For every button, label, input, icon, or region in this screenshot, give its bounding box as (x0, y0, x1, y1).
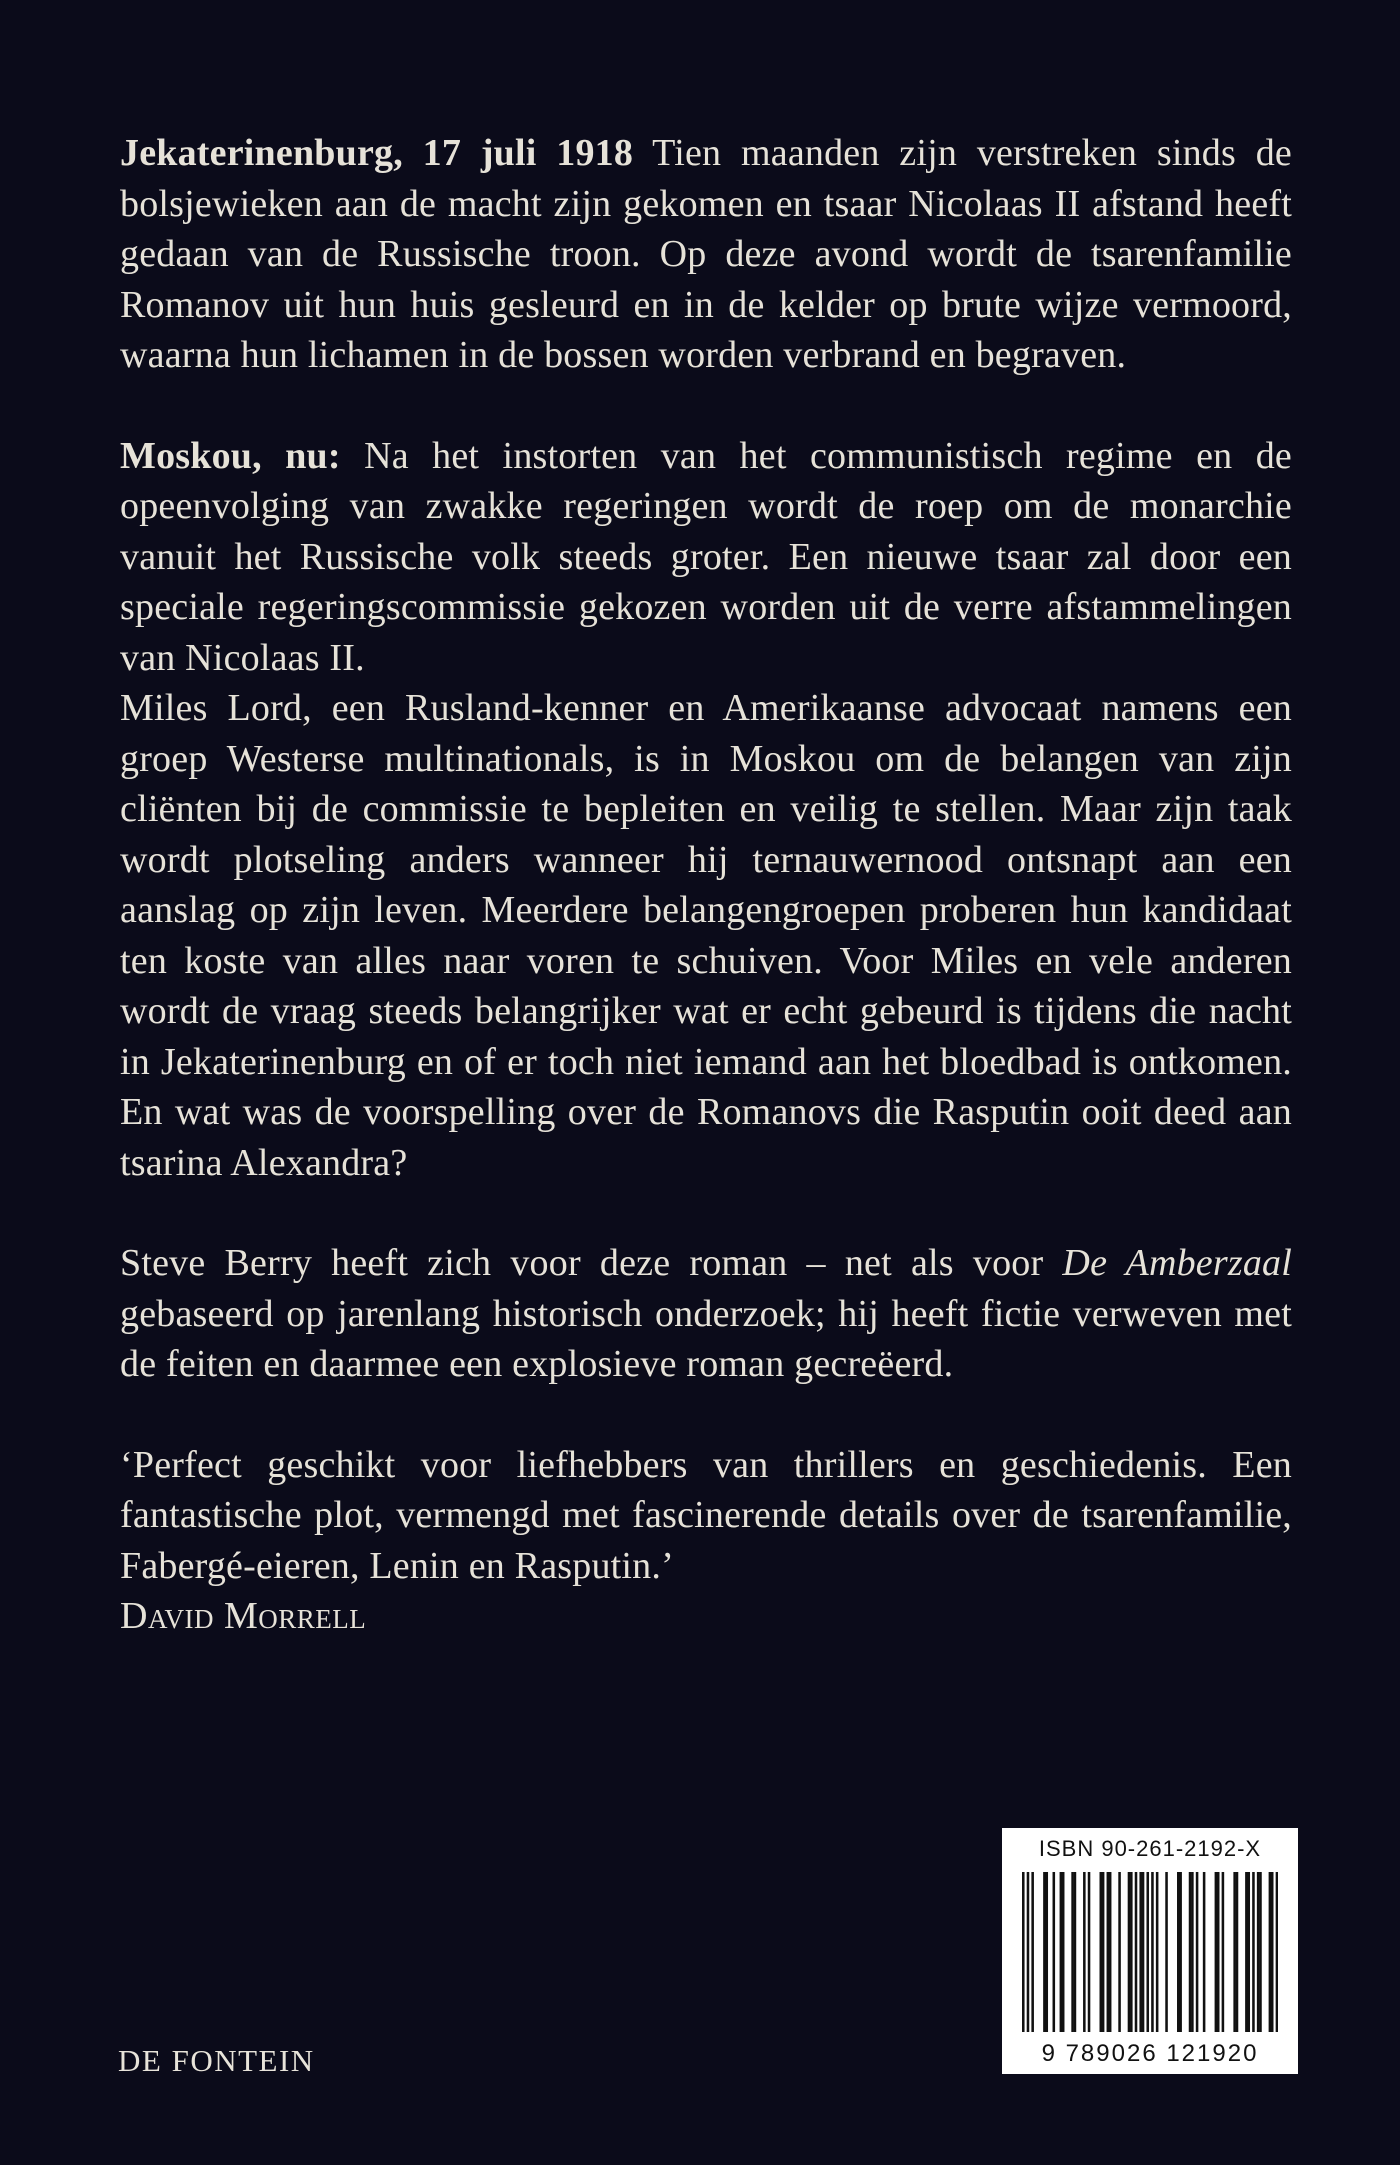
barcode-bar (1100, 1872, 1103, 2032)
paragraph-miles-lord: Miles Lord, een Rusland-kenner en Amerikaanse advocaat namens een groep Westerse multinationals, is in Moskou om de belangen van zijn cliënten bij de commissie te bepleiten en veilig te stellen. Maar zijn taak wordt plotseling anders wanneer hij ternauwernood ontsnapt aan een aanslag op zijn leven. Meerdere belangengroepen proberen hun kandidaat ten koste van alles naar voren te schuiven. Voor Miles en vele anderen wordt de vraag steeds belangrijker wat er echt gebeurd is tijdens die nacht in Jekaterinenburg en of er toch niet iemand aan het bloedbad is ontkomen. En wat was de voorspelling over de Romanovs die Rasputin ooit deed aan tsarina Alexandra? (120, 687, 1292, 1184)
roman-numeral: II (1054, 182, 1081, 225)
barcode-bar (1118, 1872, 1121, 2032)
barcode-bar (1071, 1872, 1074, 2032)
barcode-bar (1189, 1872, 1192, 2032)
book-title: De Amberzaal (1062, 1242, 1292, 1284)
barcode-bar (1215, 1872, 1218, 2032)
barcode-bar (1259, 1872, 1262, 2032)
barcode-bar (1142, 1872, 1145, 2032)
barcode-bar (1191, 1872, 1194, 2032)
paragraph-jekaterinenburg (120, 128, 1292, 381)
blurb-text (120, 128, 1292, 1642)
barcode-bar (1022, 1872, 1025, 2032)
barcode-bar (1139, 1872, 1142, 2032)
paragraph-lead: Jekaterinenburg, 17 juli 1918 (120, 132, 634, 174)
paragraph-text: afstand heeft gedaan van de Russische troon. Op deze avond wordt de tsarenfamilie Romanov uit hun huis gesleurd en in de kelder op brute wijze vermoord, waarna hun lichamen in de bossen worden verbrand en begraven. (120, 182, 1292, 376)
barcode-bar (1165, 1872, 1168, 2032)
barcode-bar (1074, 1872, 1077, 2032)
barcode-bar (1107, 1872, 1110, 2032)
barcode-bar (1027, 1872, 1030, 2032)
barcode-bar (1257, 1872, 1260, 2032)
barcode-bar (1203, 1872, 1206, 2032)
paragraph-text: Na het instorten van het communistisch regime en de opeenvolging van zwakke regeringen wordt de roep om de monarchie vanuit het Russische volk steeds groter. Een nieuwe tsaar zal door een speciale regeringscommissie gekozen worden uit de verre afstammelingen van Nicolaas (120, 434, 1292, 679)
barcode-bar (1217, 1872, 1220, 2032)
barcode-bar (1236, 1872, 1239, 2032)
quote-author: David Morrell (120, 1595, 367, 1637)
barcode-bar (1179, 1872, 1182, 2032)
barcode-bar (1146, 1872, 1149, 2032)
barcode-bar (1245, 1872, 1248, 2032)
paragraph-lead: Moskou, nu: (120, 434, 341, 477)
barcode-bar (1276, 1872, 1278, 2032)
barcode-bar (1060, 1872, 1063, 2032)
barcode-bar (1128, 1872, 1131, 2032)
barcode-bar (1247, 1872, 1250, 2032)
barcode-bar (1053, 1872, 1056, 2032)
paragraph-gap (120, 1390, 1292, 1440)
paragraph-moskou (120, 431, 1292, 684)
review-quote: ‘Perfect geschikt voor liefhebbers van thrillers en geschiedenis. Een fantastische plot, vermengd met fascinerende details over de tsarenfamilie, Fabergé-eieren, Lenin en Rasputin.’ (120, 1443, 1292, 1587)
paragraph-text: . (355, 636, 365, 679)
barcode-bar (1062, 1872, 1065, 2032)
ean-number (1002, 2040, 1298, 2068)
barcode-bar (1135, 1872, 1138, 2032)
barcode-bar (1271, 1872, 1274, 2032)
barcode-bar (1102, 1872, 1105, 2032)
barcode-bar (1088, 1872, 1091, 2032)
roman-numeral: II (329, 636, 356, 679)
publisher-name: DE FONTEIN (118, 2043, 315, 2078)
barcode-bar (1233, 1872, 1236, 2032)
barcode-bar (1130, 1872, 1133, 2032)
barcode-bar (1083, 1872, 1086, 2032)
ean-digits-text: 9 789026 121920 (1041, 2040, 1259, 2067)
barcode-panel (1002, 1828, 1298, 2074)
paragraph-steve-berry (120, 1238, 1292, 1390)
barcode-bar (1222, 1872, 1225, 2032)
isbn-label: ISBN 90-261-2192-X (1038, 1836, 1262, 1861)
barcode-bar (1151, 1872, 1154, 2032)
paragraph-text: Tien maanden zijn verstreken sinds de bolsjewieken aan de macht zijn gekomen en tsaar Nicolaas (120, 132, 1292, 225)
barcode-bar (1269, 1872, 1272, 2032)
barcode-bar (1252, 1872, 1255, 2032)
barcode-bar (1156, 1872, 1159, 2032)
barcode-bar (1045, 1872, 1048, 2032)
paragraph-gap (120, 381, 1292, 431)
paragraph-gap (120, 1188, 1292, 1238)
paragraph-text: Steve Berry heeft zich voor deze roman – net als voor (120, 1242, 1063, 1284)
barcode-bar (1043, 1872, 1046, 2032)
barcode-icon (1022, 1872, 1278, 2032)
barcode-bar (1109, 1872, 1112, 2032)
paragraph-text: gebaseerd op jarenlang historisch onderzoek; hij heeft fictie verweven met de feiten en daarmee een explosieve roman gecreëerd. (120, 1292, 1292, 1385)
barcode-bar (1177, 1872, 1180, 2032)
barcode-bar (1031, 1872, 1034, 2032)
barcode-bar (1196, 1872, 1199, 2032)
